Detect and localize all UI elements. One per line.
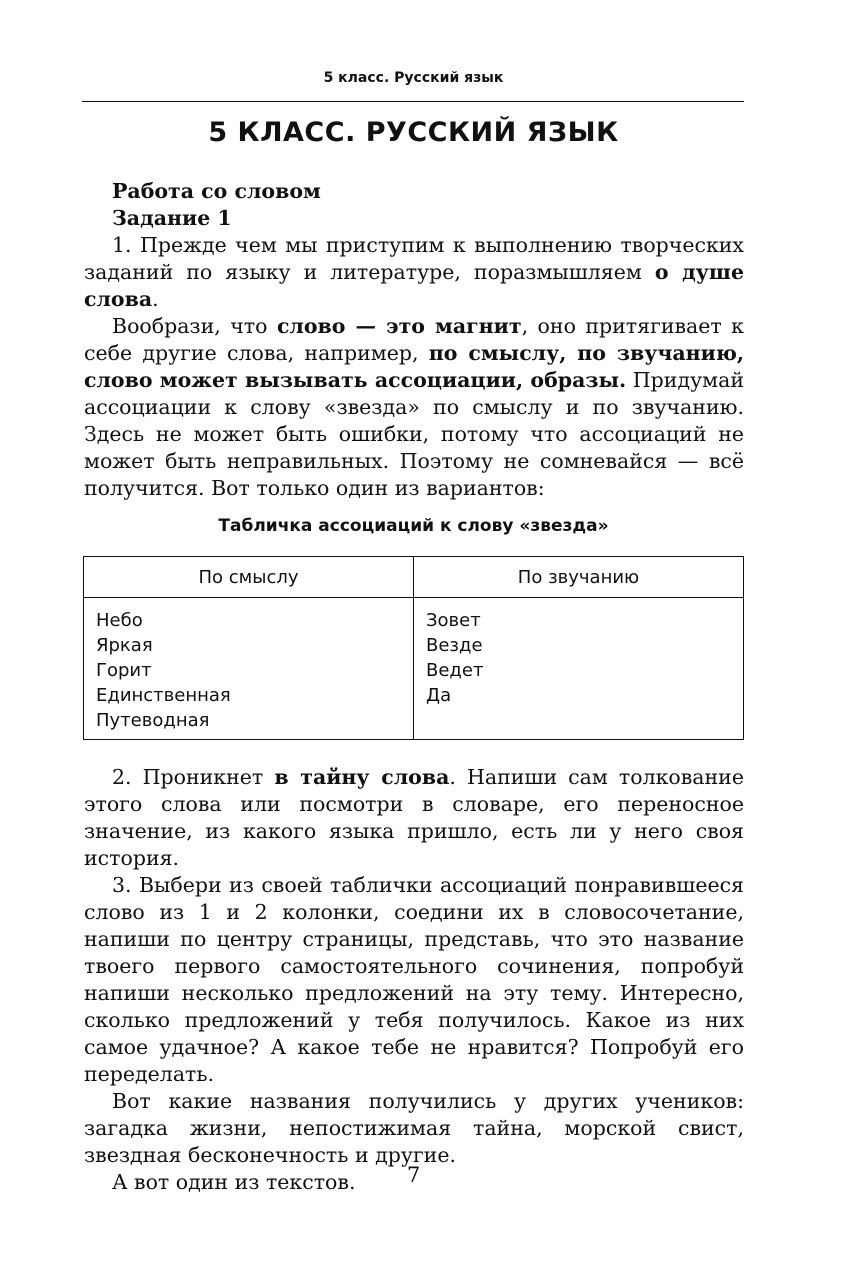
para2-text-3: Придумай ассоциации к слову «звезда» по смыслу и по звучанию. Здесь не может быть ошибки, потому что ассоциаций не может быть неправильных. Поэтому не сомневайся — всё получится. Вот только один из вариантов: [84, 368, 744, 500]
meaning-cell [84, 598, 414, 740]
list-item: Путеводная [96, 710, 210, 731]
para3-bold-1: в тайну слова [274, 765, 450, 789]
chapter-title: 5 КЛАСС. РУССКИЙ ЯЗЫК [208, 117, 619, 148]
para1-text-2: . [152, 287, 159, 311]
column-header-sound: По звучанию [414, 557, 744, 598]
para1-text-1: 1. Прежде чем мы приступим к выполнению творческих заданий по языку и литературе, поразмышляем [84, 233, 744, 284]
list-item: Яркая [96, 635, 153, 656]
para2-bold-2: по смыслу, по звучанию, слово может вызывать ассоциации, образы. [84, 341, 744, 392]
page-number: 7 [406, 1163, 421, 1187]
column-header-meaning: По смыслу [84, 557, 414, 598]
para1-bold-1: о душе слова [84, 260, 745, 311]
header-rule [82, 101, 744, 102]
table-body-row [84, 598, 744, 740]
paragraph-3 [84, 764, 744, 872]
body-text [84, 764, 744, 1196]
list-item: Единственная [96, 685, 231, 706]
para2-text-2: , оно притягивает к себе другие слова, например, [84, 314, 744, 365]
table-header-row [84, 557, 744, 598]
para2-text-1: Вообрази, что [112, 314, 277, 338]
para3-text-1: 2. Проникнет [112, 765, 275, 789]
para3-text-2: . Напиши сам толкование этого слова или посмотри в словаре, его переносное значение, из какого языка пришло, есть ли у него своя история. [84, 765, 744, 870]
paragraph-6: А вот один из текстов. [112, 1170, 356, 1194]
list-item: Небо [96, 610, 143, 631]
paragraph-2 [84, 313, 744, 502]
sound-cell [414, 598, 744, 740]
intro-text [84, 178, 744, 502]
task-heading: Задание 1 [112, 206, 232, 230]
association-table [83, 556, 744, 740]
paragraph-4: 3. Выбери из своей таблички ассоциаций понравившееся слово из 1 и 2 колонки, соедини их в словосочетание, напиши по центру страницы, представь, что это название твоего первого самостоятельного сочинения, попробуй напиши несколько предложений на эту тему. Интересно, сколько предложений у тебя получилось. Какое из них самое удачное? А какое тебе не нравится? Попробуй его переделать. [84, 873, 744, 1086]
list-item: Горит [96, 660, 152, 681]
list-item: Везде [426, 635, 483, 656]
paragraph-5: Вот какие названия получились у других учеников: загадка жизни, непостижимая тайна, морской свист, звездная бесконечность и другие. [84, 1089, 744, 1167]
list-item: Ведет [426, 660, 484, 681]
section-heading: Работа со словом [112, 179, 321, 203]
list-item: Зовет [426, 610, 481, 631]
table-caption: Табличка ассоциаций к слову «звезда» [218, 516, 609, 536]
list-item: Да [426, 685, 452, 706]
paragraph-1 [84, 232, 744, 313]
para2-bold-1: слово — это магнит [276, 314, 522, 338]
running-head: 5 класс. Русский язык [323, 70, 504, 86]
